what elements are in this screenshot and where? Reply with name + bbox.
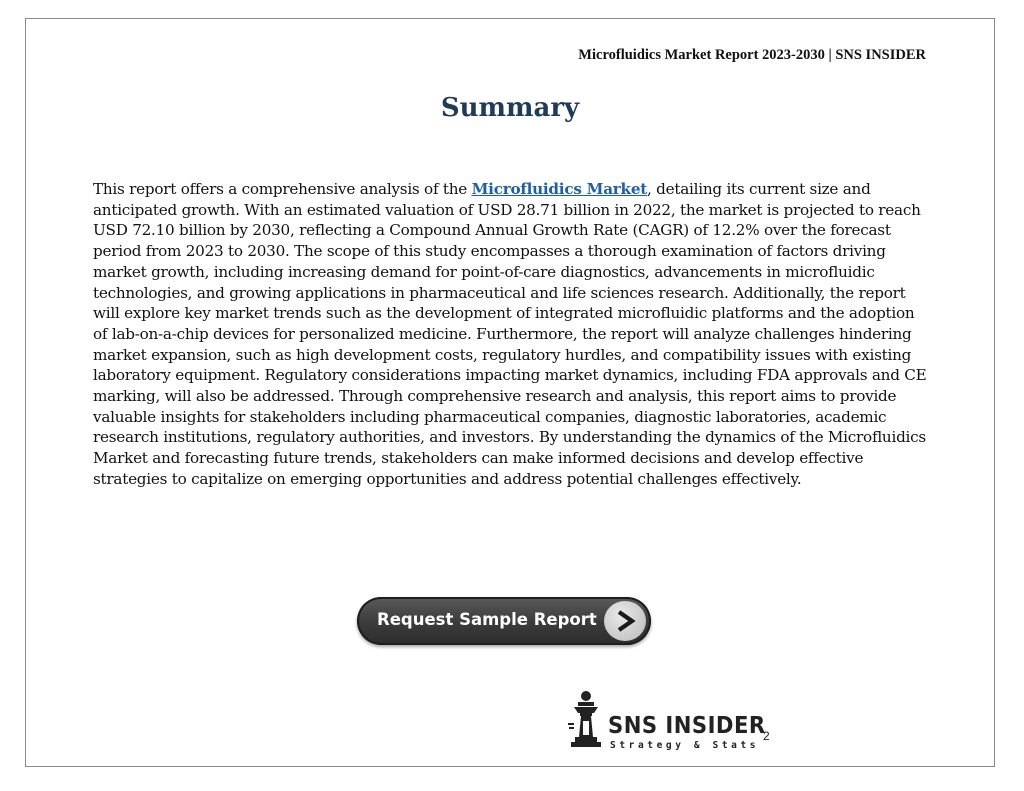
logo-brand-text: SNS INSIDER: [608, 713, 766, 739]
request-sample-report-button[interactable]: [357, 597, 651, 645]
chevron-right-icon: [604, 601, 646, 641]
summary-text-intro: This report offers a comprehensive analysis of the: [93, 180, 472, 198]
report-header: Microfluidics Market Report 2023-2030 | SNS INSIDER: [578, 47, 926, 63]
summary-paragraph: [93, 179, 929, 490]
summary-text-main: , detailing its current size and anticipated growth. With an estimated valuation of USD 28.71 billion in 2022, the market is projected to reach USD 72.10 billion by 2030, reflecting a Compound Annual Growth Rate (CAGR) of 12.2% over the forecast period from 2023 to 2030. The scope of this study encompasses a thorough examination of factors driving market growth, including increasing demand for point-of-care diagnostics, advancements in microfluidic technologies, and growing applications in pharmaceutical and life sciences research. Additionally, the report will explore key market trends such as the development of integrated microfluidic platforms and the adoption of lab-on-a-chip devices for personalized medicine. Furthermore, the report will analyze challenges hindering market expansion, such as high development costs, regulatory hurdles, and compatibility issues with existing laboratory equipment. Regulatory considerations impacting market dynamics, including FDA approvals and CE marking, will also be addressed. Through comprehensive research and analysis, this report aims to provide valuable insights for stakeholders including pharmaceutical companies, diagnostic laboratories, academic research institutions, regulatory authorities, and investors. By understanding the dynamics of the Microfluidics Market and forecasting future trends, stakeholders can make informed decisions and develop effective strategies to capitalize on emerging opportunities and address potential challenges effectively.: [93, 180, 927, 488]
chess-king-icon: [566, 689, 606, 751]
logo-tagline: Strategy & Stats: [610, 740, 760, 751]
page-number: 2: [763, 729, 770, 743]
page-title: Summary: [440, 93, 580, 123]
request-sample-report-label: Request Sample Report: [377, 610, 597, 629]
sns-insider-logo: [566, 689, 766, 753]
microfluidics-market-link[interactable]: Microfluidics Market: [471, 180, 648, 198]
page-frame: [25, 18, 995, 767]
